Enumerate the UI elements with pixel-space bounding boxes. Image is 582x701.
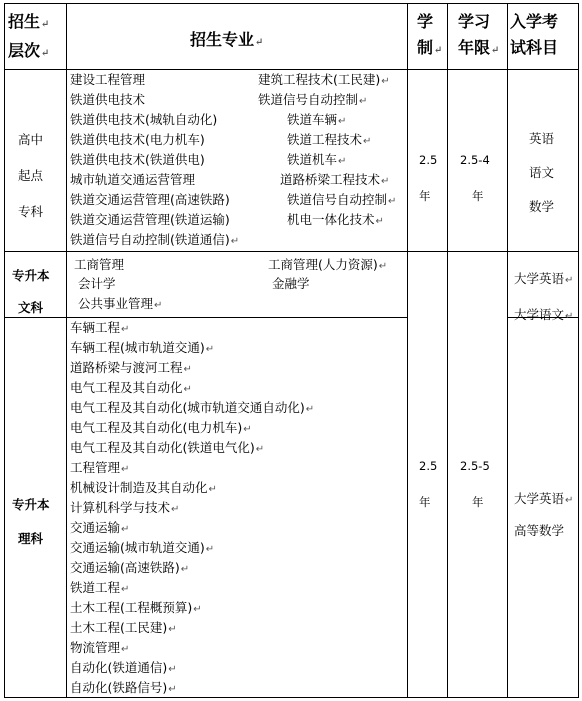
major-item: 道路桥梁工程技术↵ [280,172,390,187]
level-upgrade-science: 专升本 理科 [12,497,50,546]
major-item: 铁道交通运营管理(高速铁路) [70,192,230,207]
header-major: 招生专业↵ [190,30,264,49]
major-item: 铁道机车↵ [287,152,347,167]
major-item: 城市轨道交通运营管理 [70,172,196,187]
major-item: 铁道供电技术 [70,92,146,107]
major-item: 电气工程及其自动化(城市轨道交通自动化)↵ [70,400,315,415]
header-level-line1: 招生 [8,12,41,31]
major-item: 工商管理(人力资源)↵ [268,257,388,272]
major-item: 铁道交通运营管理(铁道运输) [70,212,230,227]
major-item: 铁道供电技术(电力机车) [70,132,205,147]
major-item: 交通运输(高速铁路)↵ [70,560,190,575]
header-level-line2: 层次 [8,41,41,60]
major-item: 车辆工程↵ [70,320,130,335]
major-item: 交通运输(城市轨道交通)↵ [70,540,215,555]
header-level: 招生↵ 层次↵ [8,12,50,60]
major-item: 铁道供电技术(铁道供电) [70,152,205,167]
major-item: 电气工程及其自动化↵ [70,380,192,395]
major-item: 会计学 [78,276,116,291]
major-item: 金融学 [272,276,310,291]
major-item: 铁道工程↵ [70,580,130,595]
exams-upgrade-science: 大学英语↵ 高等数学 [514,491,574,538]
major-item: 土木工程(工民建)↵ [70,620,177,635]
major-item: 铁道车辆↵ [287,112,347,127]
years-highschool: 2.5-4 年 [460,153,490,203]
major-item: 铁道工程技术↵ [287,132,372,147]
major-item: 铁道供电技术(城轨自动化) [70,112,218,127]
exams-upgrade-arts: 大学英语↵ 大学语文↵ [514,271,574,322]
major-item: 交通运输↵ [70,520,130,535]
system-upgrade: 2.5 年 [419,459,438,509]
major-item: 机电一体化技术↵ [287,212,384,227]
major-item: 铁道信号自动控制(铁道通信)↵ [70,232,240,247]
major-item: 自动化(铁路信号)↵ [70,680,177,695]
level-upgrade-arts: 专升本 文科 [12,268,50,315]
exams-highschool: 英语 语文 数学 [529,131,555,214]
major-item: 道路桥梁与渡河工程↵ [70,360,192,375]
major-item: 电气工程及其自动化(电力机车)↵ [70,420,252,435]
major-item: 公共事业管理↵ [78,296,163,311]
major-item: 建筑工程技术(工民建)↵ [258,72,390,87]
major-item: 工程管理↵ [70,460,130,475]
major-item: 计算机科学与技术↵ [70,500,180,515]
header-years: 学习 年限↵ [458,12,500,57]
major-item: 机械设计制造及其自动化↵ [70,480,217,495]
major-item: 建设工程管理 [70,72,146,87]
system-highschool: 2.5 年 [419,153,438,203]
major-item: 自动化(铁道通信)↵ [70,660,177,675]
major-item: 物流管理↵ [70,640,130,655]
major-item: 土木工程(工程概预算)↵ [70,600,202,615]
header-exam: 入学考 试科目 [510,12,559,57]
level-highschool: 高中 起点 专科 [18,132,44,219]
major-item: 铁道信号自动控制↵ [287,192,397,207]
major-item: 铁道信号自动控制↵ [258,92,368,107]
header-system: 学 制↵ [417,12,443,57]
major-item: 车辆工程(城市轨道交通)↵ [70,340,215,355]
years-upgrade: 2.5-5 年 [460,459,490,509]
major-item: 电气工程及其自动化(铁道电气化)↵ [70,440,265,455]
major-item: 工商管理 [74,257,125,272]
